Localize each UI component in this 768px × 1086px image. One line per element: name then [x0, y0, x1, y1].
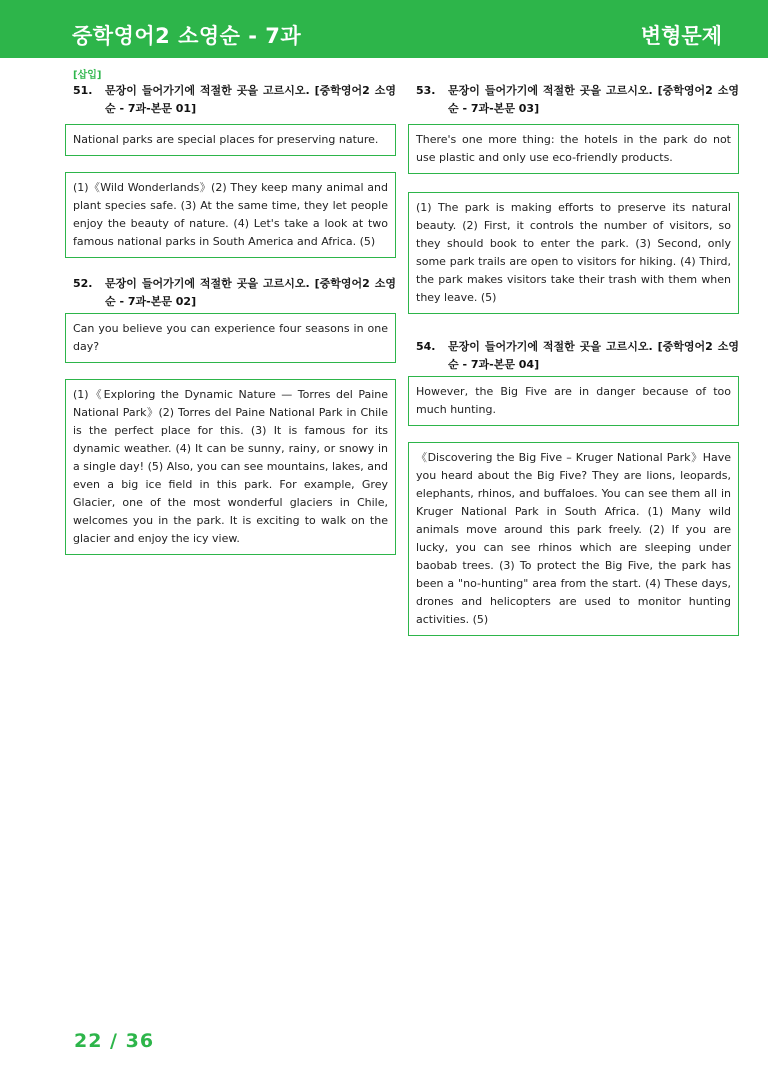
question-text: 문장이 들어가기에 적절한 곳을 고르시오. [중학영어2 소영순 - 7과-본문 03] — [448, 84, 739, 115]
question-52-sentence-box: Can you believe you can experience four seasons in one day? — [65, 313, 396, 363]
question-number: 53. — [416, 84, 436, 97]
question-53-sentence-box: There's one more thing: the hotels in the park do not use plastic and only use eco-friendly products. — [408, 124, 739, 174]
question-51-prompt — [73, 82, 396, 118]
question-text: 문장이 들어가기에 적절한 곳을 고르시오. [중학영어2 소영순 - 7과-본문 02] — [105, 277, 396, 308]
question-51-passage-box: (1)《Wild Wonderlands》(2) They keep many animal and plant species safe. (3) At the same time, they let people enjoy the beauty of nature. (4) Let's take a look at two famous national parks in South America and Africa. (5) — [65, 172, 396, 258]
left-column — [65, 66, 396, 555]
right-column — [408, 66, 739, 636]
question-54-passage-box: 《Discovering the Big Five – Kruger National Park》Have you heard about the Big Five? They are lions, leopards, elephants, rhinos, and buffaloes. You can see them all in Kruger National Park in South Africa. (1) Many wild animals move around this park freely. (2) If you are lucky, you can see rhinos which are sleeping under baobab trees. (3) To protect the Big Five, the park has been a "no-hunting" area from the start. (4) These days, drones and helicopters are used to monitor hunting activities. (5) — [408, 442, 739, 636]
section-tag: [삽입] — [73, 70, 102, 81]
question-text: 문장이 들어가기에 적절한 곳을 고르시오. [중학영어2 소영순 - 7과-본문 04] — [448, 340, 739, 371]
question-number: 54. — [416, 340, 436, 353]
question-53-passage-box: (1) The park is making efforts to preserve its natural beauty. (2) First, it controls the number of visitors, so they should book to enter the park. (3) Second, only some park trails are open to visitors for hiking. (4) Third, the park makes visitors take their trash with them when they leave. (5) — [408, 192, 739, 314]
document-title: 중학영어2 소영순 - 7과 — [72, 24, 302, 48]
question-53-prompt — [416, 82, 739, 118]
question-text: 문장이 들어가기에 적절한 곳을 고르시오. [중학영어2 소영순 - 7과-본문 01] — [105, 84, 396, 115]
question-number: 51. — [73, 84, 93, 97]
question-52-prompt — [73, 275, 396, 311]
question-54-sentence-box: However, the Big Five are in danger because of too much hunting. — [408, 376, 739, 426]
page-header — [0, 0, 768, 58]
question-51-sentence-box: National parks are special places for preserving nature. — [65, 124, 396, 156]
question-52-passage-box: (1)《Exploring the Dynamic Nature — Torres del Paine National Park》(2) Torres del Paine National Park in Chile is the perfect place for this. (3) It is famous for its dynamic weather. (4) It can be sunny, rainy, or snowy in a single day! (5) Also, you can see mountains, lakes, and even a big ice field in this park. For example, Grey Glacier, one of the most wonderful glaciers in Chile, welcomes you in the park. It is exciting to walk on the glacier and enjoy the icy view. — [65, 379, 396, 555]
question-54-prompt — [416, 338, 739, 374]
question-number: 52. — [73, 277, 93, 290]
page-number: 22 / 36 — [74, 1030, 155, 1052]
document-type-label: 변형문제 — [640, 24, 722, 48]
